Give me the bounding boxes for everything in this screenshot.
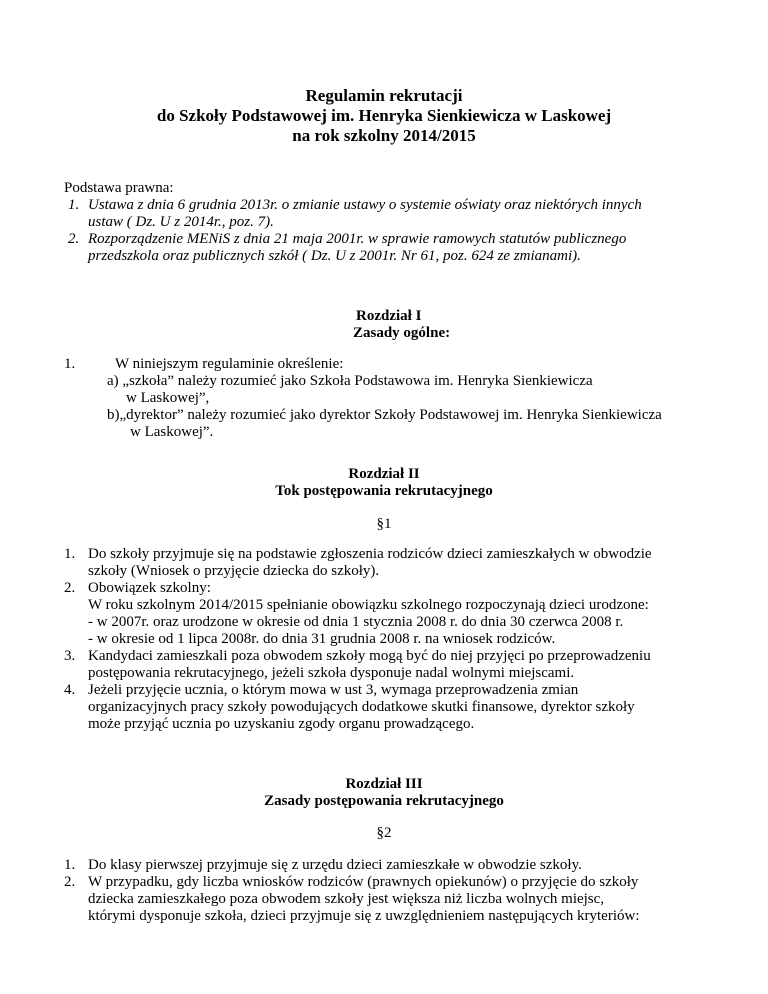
chapter-2-item-4-line-1: Jeżeli przyjęcie ucznia, o którym mowa w ust 3, wymaga przeprowadzenia zmian — [88, 682, 579, 698]
chapter-3-item-1-line-1: Do klasy pierwszej przyjmuje się z urzędu dzieci zamieszkałe w obwodzie szkoły. — [88, 857, 582, 873]
chapter-2-item-2-line-4: - w okresie od 1 lipca 2008r. do dnia 31 grudnia 2008 r. na wniosek rodziców. — [88, 631, 556, 647]
legal-basis-item-2-line-1: Rozporządzenie MENiS z dnia 21 maja 2001r. w sprawie ramowych statutów publicznego — [88, 231, 627, 247]
chapter-1-b-line-2: w Laskowej”. — [130, 424, 214, 440]
chapter-2-item-2-line-3: - w 2007r. oraz urodzone w okresie od dnia 1 stycznia 2008 r. do dnia 30 czerwca 2008 r. — [88, 614, 624, 630]
chapter-2-item-1-line-1: Do szkoły przyjmuje się na podstawie zgłoszenia rodziców dzieci zamieszkałych w obwodzie — [88, 546, 652, 562]
chapter-1-heading: Rozdział I — [356, 308, 422, 324]
document-title-line-1: Regulamin rekrutacji — [305, 86, 463, 105]
legal-basis-label: Podstawa prawna: — [64, 180, 174, 196]
chapter-3-item-2-line-1: W przypadku, gdy liczba wniosków rodziców (prawnych opiekunów) o przyjęcie do szkoły — [88, 874, 639, 890]
chapter-3-heading: Rozdział III — [345, 776, 423, 792]
chapter-2-section-mark: §1 — [376, 516, 392, 532]
chapter-2-item-2-num: 2. — [64, 580, 76, 596]
chapter-2-item-4-line-3: może przyjąć ucznia po uzyskaniu zgody organu prowadzącego. — [88, 716, 475, 732]
legal-basis-item-2-num: 2. — [68, 231, 80, 247]
chapter-3-item-2-line-2: dziecka zamieszkałego poza obwodem szkoły jest większa niż liczba wolnych miejsc, — [88, 891, 605, 907]
legal-basis-item-1-line-1: Ustawa z dnia 6 grudnia 2013r. o zmianie ustawy o systemie oświaty oraz niektórych innych — [88, 197, 642, 213]
chapter-2-item-3-line-2: postępowania rekrutacyjnego, jeżeli szkoła dysponuje nadal wolnymi miejscami. — [88, 665, 575, 681]
chapter-2-item-1-num: 1. — [64, 546, 76, 562]
document-title-line-2: do Szkoły Podstawowej im. Henryka Sienkiewicza w Laskowej — [156, 106, 612, 125]
chapter-3-item-2-line-3: którymi dysponuje szkoła, dzieci przyjmuje się z uwzględnieniem następujących kryteriów: — [88, 908, 640, 924]
chapter-1-a-line-2: w Laskowej”, — [126, 390, 210, 406]
chapter-2-item-3-line-1: Kandydaci zamieszkali poza obwodem szkoły mogą być do niej przyjęci po przeprowadzeniu — [88, 648, 651, 664]
chapter-2-item-4-num: 4. — [64, 682, 76, 698]
legal-basis-item-1-line-2: ustaw ( Dz. U z 2014r., poz. 7). — [88, 214, 274, 230]
chapter-2-item-4-line-2: organizacyjnych pracy szkoły powodujących dodatkowe skutki finansowe, dyrektor szkoły — [88, 699, 635, 715]
chapter-2-item-1-line-2: szkoły (Wniosek o przyjęcie dziecka do szkoły). — [88, 563, 380, 579]
chapter-2-subheading: Tok postępowania rekrutacyjnego — [275, 483, 493, 499]
legal-basis-item-1-num: 1. — [68, 197, 80, 213]
chapter-1-b-line-1: b)„dyrektor” należy rozumieć jako dyrektor Szkoły Podstawowej im. Henryka Sienkiewicza — [107, 407, 662, 423]
chapter-3-subheading: Zasady postępowania rekrutacyjnego — [264, 793, 504, 809]
chapter-2-item-3-num: 3. — [64, 648, 76, 664]
legal-basis-item-2-line-2: przedszkola oraz publicznych szkół ( Dz. U z 2001r. Nr 61, poz. 624 ze zmianami). — [88, 248, 581, 264]
chapter-1-item-text: W niniejszym regulaminie określenie: — [115, 356, 344, 372]
chapter-2-item-2-line-2: W roku szkolnym 2014/2015 spełnianie obowiązku szkolnego rozpoczynają dzieci urodzone: — [88, 597, 649, 613]
chapter-1-a-line-1: a) „szkoła” należy rozumieć jako Szkoła Podstawowa im. Henryka Sienkiewicza — [107, 373, 593, 389]
chapter-3-item-1-num: 1. — [64, 857, 76, 873]
chapter-2-heading: Rozdział II — [348, 466, 420, 482]
document-title-line-3: na rok szkolny 2014/2015 — [292, 126, 476, 145]
chapter-1-item-num: 1. — [64, 356, 76, 372]
chapter-1-subheading: Zasady ogólne: — [353, 325, 451, 341]
chapter-3-section-mark: §2 — [376, 825, 392, 841]
chapter-3-item-2-num: 2. — [64, 874, 76, 890]
chapter-2-item-2-line-1: Obowiązek szkolny: — [88, 580, 211, 596]
